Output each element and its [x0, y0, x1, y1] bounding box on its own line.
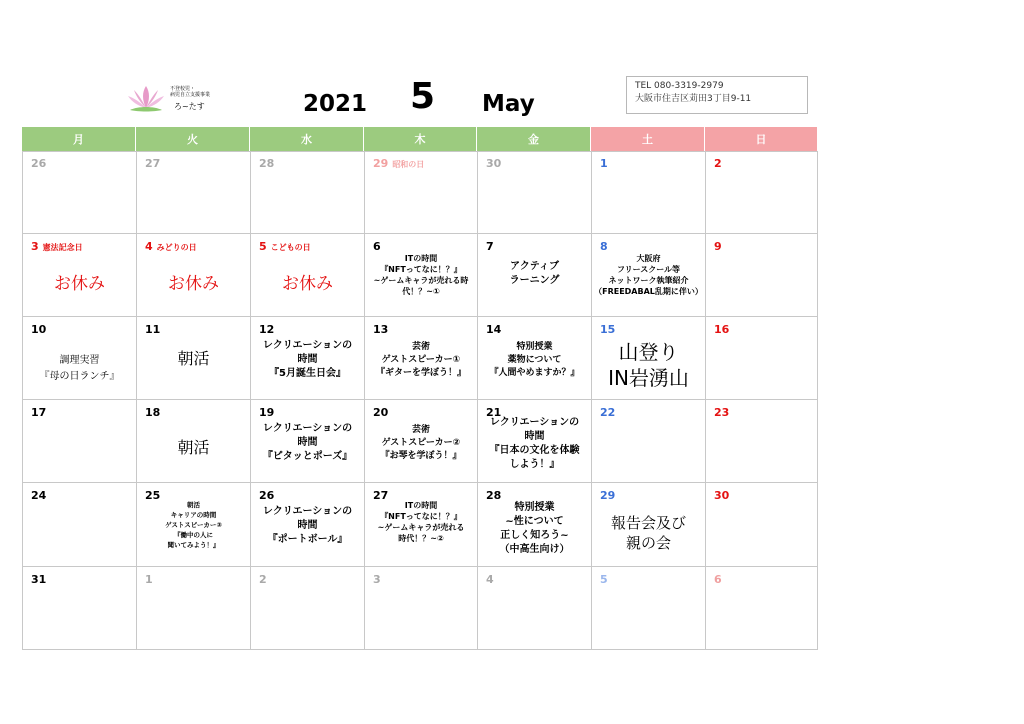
- weekday-header: 木: [364, 127, 477, 151]
- day-cell: [22, 567, 136, 650]
- day-number-text: 14: [486, 323, 502, 336]
- day-cell: [705, 151, 818, 234]
- day-number: [600, 323, 615, 336]
- event-line: ~ゲームキャラが売れる時: [373, 276, 469, 285]
- event-content: [478, 416, 591, 472]
- event-line: 大阪府: [636, 254, 661, 263]
- day-cell: [364, 483, 477, 567]
- grid-top-border: [22, 151, 818, 152]
- day-cell: [477, 151, 591, 234]
- day-number: [714, 573, 722, 586]
- day-number-text: 4: [486, 573, 494, 586]
- day-number: [600, 406, 615, 419]
- day-number: [600, 157, 608, 170]
- day-number: [145, 573, 153, 586]
- day-cell: [22, 151, 136, 234]
- event-line: 『人間やめますか？』: [489, 368, 580, 378]
- day-number: [714, 406, 729, 419]
- day-number-text: 15: [600, 323, 616, 336]
- event-content: [478, 501, 591, 557]
- event-line: レクリエーションの: [262, 506, 353, 517]
- day-number: [714, 240, 722, 253]
- day-number: [600, 240, 608, 253]
- weekday-header: 月: [22, 127, 136, 151]
- day-number-text: 2: [259, 573, 267, 586]
- day-cell: [705, 234, 818, 317]
- day-number-text: 28: [259, 157, 275, 170]
- day-cell: [250, 317, 364, 400]
- event-line: 『ピタッとポーズ』: [262, 451, 353, 462]
- event-content: [365, 341, 477, 380]
- day-cell: [136, 483, 250, 567]
- day-number: [486, 240, 494, 253]
- day-number-text: 28: [486, 489, 502, 502]
- event-line: ITの時間: [404, 501, 438, 510]
- event-line: 朝活: [177, 349, 210, 368]
- day-cell: [591, 483, 705, 567]
- event-line: 芸術: [411, 425, 430, 435]
- holiday-label: 昭和の日: [392, 160, 425, 169]
- event-content: [251, 339, 364, 381]
- day-number-text: 1: [600, 157, 608, 170]
- event-line: 『お琴を学ぼう！』: [380, 451, 462, 461]
- event-content: [365, 424, 477, 463]
- event-content: [23, 274, 136, 294]
- event-content: [251, 422, 364, 464]
- day-cell: [477, 317, 591, 400]
- event-content: [365, 253, 477, 297]
- day-cell: [250, 151, 364, 234]
- event-line: ~ゲームキャラが売れる: [377, 523, 465, 532]
- day-number-text: 30: [714, 489, 730, 502]
- event-line: 時代！？~②: [398, 534, 444, 543]
- event-content: [365, 500, 477, 544]
- event-line: レクリエーションの: [262, 423, 353, 434]
- event-content: [137, 500, 250, 550]
- logo: [122, 80, 217, 116]
- event-content: [137, 349, 250, 369]
- day-cell: [364, 400, 477, 483]
- day-cell: [591, 151, 705, 234]
- day-number: [373, 573, 381, 586]
- contact-tel: TEL 080-3319-2979: [635, 81, 724, 91]
- event-content: [592, 253, 705, 297]
- day-number: [486, 573, 494, 586]
- day-number-text: 26: [31, 157, 47, 170]
- event-content: [23, 353, 136, 385]
- day-cell: [591, 234, 705, 317]
- day-number-text: 1: [145, 573, 153, 586]
- weekday-header: 土: [591, 127, 705, 151]
- day-number-text: 21: [486, 406, 502, 419]
- day-cell: [477, 400, 591, 483]
- event-line: 『母の日ランチ』: [39, 371, 120, 382]
- day-number-text: 5: [259, 240, 267, 253]
- event-line: 『働中の人に: [174, 531, 213, 539]
- day-cell: [250, 483, 364, 567]
- day-number: [145, 240, 197, 253]
- day-cell: [477, 567, 591, 650]
- day-number: [145, 323, 160, 336]
- event-line: ITの時間: [404, 254, 438, 263]
- event-line: 時間: [524, 431, 545, 442]
- day-cell: [136, 400, 250, 483]
- day-cell: [136, 151, 250, 234]
- day-number: [145, 157, 160, 170]
- day-cell: [136, 317, 250, 400]
- holiday-label: みどりの日: [156, 243, 197, 252]
- logo-name: ろ~たす: [174, 102, 205, 111]
- contact-address: 大阪市住吉区苅田3丁目9-11: [635, 94, 752, 104]
- day-cell: [250, 234, 364, 317]
- day-cell: [705, 567, 818, 650]
- day-number: [373, 323, 388, 336]
- day-number-text: 27: [145, 157, 161, 170]
- day-number: [259, 573, 267, 586]
- day-number: [373, 240, 381, 253]
- day-cell: [364, 151, 477, 234]
- event-line: （FREEDABAL乱期に伴い）: [594, 287, 703, 296]
- day-number-text: 6: [373, 240, 381, 253]
- month-number: 5: [410, 76, 436, 117]
- day-cell: [22, 483, 136, 567]
- day-number: [31, 157, 46, 170]
- event-line: 『NFTってなに！？』: [380, 512, 462, 521]
- day-number: [259, 240, 311, 253]
- event-line: 朝活: [177, 438, 210, 457]
- day-number-text: 22: [600, 406, 616, 419]
- day-number: [714, 489, 729, 502]
- day-number: [31, 240, 83, 253]
- day-number-text: 5: [600, 573, 608, 586]
- year: 2021: [303, 91, 368, 117]
- event-line: お休み: [168, 274, 219, 294]
- day-number-text: 11: [145, 323, 161, 336]
- day-number-text: 25: [145, 489, 161, 502]
- day-cell: [705, 400, 818, 483]
- day-cell: [364, 567, 477, 650]
- event-line: ネットワーク執筆紹介: [608, 276, 689, 285]
- day-number-text: 13: [373, 323, 389, 336]
- event-line: アクティブ: [510, 261, 559, 272]
- event-content: [592, 513, 705, 553]
- day-number: [373, 406, 388, 419]
- day-number-text: 23: [714, 406, 730, 419]
- event-line: （中高生向け）: [499, 544, 570, 555]
- weekday-header: 水: [250, 127, 364, 151]
- event-line: 『NFTってなに！？』: [380, 265, 462, 274]
- day-number-text: 29: [600, 489, 616, 502]
- event-line: 報告会及び: [610, 514, 686, 532]
- day-number-text: 16: [714, 323, 730, 336]
- day-number-text: 12: [259, 323, 275, 336]
- logo-line1: 不登校児・: [170, 86, 196, 92]
- event-line: 薬物について: [507, 355, 562, 365]
- day-cell: [364, 234, 477, 317]
- day-number-text: 30: [486, 157, 502, 170]
- event-line: ラーニング: [509, 275, 560, 286]
- day-number: [714, 323, 729, 336]
- day-number: [714, 157, 722, 170]
- event-line: 調理実習: [59, 355, 100, 366]
- contact-box: [626, 76, 808, 114]
- day-cell: [591, 567, 705, 650]
- day-number-text: 3: [31, 240, 39, 253]
- lotus-icon: [124, 82, 168, 114]
- day-number: [373, 157, 424, 170]
- day-cell: [364, 317, 477, 400]
- weekday-header: 火: [136, 127, 250, 151]
- event-line: ~性について: [505, 516, 564, 527]
- day-cell: [22, 317, 136, 400]
- logo-line2: 病児自立支援事業: [170, 92, 211, 98]
- event-line: お休み: [54, 274, 105, 294]
- event-line: 時間: [297, 437, 318, 448]
- day-number-text: 19: [259, 406, 275, 419]
- day-cell: [22, 234, 136, 317]
- day-cell: [477, 483, 591, 567]
- day-cell: [477, 234, 591, 317]
- event-content: [478, 260, 591, 288]
- day-number: [145, 406, 160, 419]
- event-line: IN岩湧山: [608, 366, 689, 390]
- event-line: 『ポートボール』: [267, 534, 348, 545]
- day-cell: [250, 567, 364, 650]
- holiday-label: 憲法記念日: [42, 243, 83, 252]
- event-content: [251, 505, 364, 547]
- day-number: [259, 489, 274, 502]
- day-number: [31, 489, 46, 502]
- day-cell: [705, 483, 818, 567]
- day-number-text: 10: [31, 323, 47, 336]
- event-line: ゲストスピーカー③: [165, 521, 222, 529]
- day-cell: [705, 317, 818, 400]
- day-number: [31, 323, 46, 336]
- event-line: お休み: [282, 274, 333, 294]
- day-cell: [136, 234, 250, 317]
- day-number-text: 17: [31, 406, 47, 419]
- day-number-text: 8: [600, 240, 608, 253]
- day-cell: [591, 400, 705, 483]
- event-content: [137, 438, 250, 458]
- event-line: 親の会: [625, 534, 671, 552]
- day-number-text: 7: [486, 240, 494, 253]
- day-number: [600, 573, 608, 586]
- event-line: キャリアの時間: [170, 511, 217, 519]
- event-line: 正しく知ろう~: [500, 530, 569, 541]
- calendar-grid: [22, 127, 818, 650]
- event-line: 『5月誕生日会』: [269, 368, 346, 379]
- day-number-text: 26: [259, 489, 275, 502]
- day-number-text: 4: [145, 240, 153, 253]
- day-number-text: 27: [373, 489, 389, 502]
- day-number: [259, 157, 274, 170]
- event-content: [478, 341, 591, 380]
- event-line: 芸術: [411, 342, 430, 352]
- day-cell: [136, 567, 250, 650]
- event-line: レクリエーションの: [262, 340, 353, 351]
- event-content: [137, 274, 250, 294]
- weekday-header: 日: [705, 127, 818, 151]
- day-number: [31, 406, 46, 419]
- event-line: 特別授業: [516, 342, 553, 352]
- event-line: フリースクール等: [616, 265, 681, 274]
- event-line: 時間: [297, 520, 318, 531]
- day-number: [486, 157, 501, 170]
- event-line: 『ギターを学ぼう！』: [376, 368, 466, 378]
- month-name: May: [482, 91, 535, 117]
- day-number-text: 3: [373, 573, 381, 586]
- day-number-text: 24: [31, 489, 47, 502]
- day-number: [31, 573, 46, 586]
- day-number-text: 6: [714, 573, 722, 586]
- day-cell: [250, 400, 364, 483]
- event-content: [592, 339, 705, 391]
- event-line: しよう！』: [509, 459, 560, 470]
- holiday-label: こどもの日: [270, 243, 311, 252]
- day-number-text: 29: [373, 157, 389, 170]
- day-number-text: 18: [145, 406, 161, 419]
- event-line: 山登り: [618, 340, 679, 364]
- event-content: [251, 274, 364, 294]
- event-line: 時間: [297, 354, 318, 365]
- event-line: 聞いてみよう！』: [167, 541, 220, 549]
- day-number-text: 20: [373, 406, 389, 419]
- event-line: レクリエーションの: [489, 417, 580, 428]
- day-number: [486, 323, 501, 336]
- day-number: [600, 489, 615, 502]
- day-cell: [591, 317, 705, 400]
- weekday-header: 金: [477, 127, 591, 151]
- day-number-text: 31: [31, 573, 47, 586]
- day-number-text: 2: [714, 157, 722, 170]
- event-line: 『日本の文化を体験: [489, 445, 580, 456]
- event-line: 代！？~①: [402, 287, 440, 296]
- event-line: ゲストスピーカー①: [381, 355, 461, 365]
- event-line: 朝活: [187, 501, 200, 509]
- event-line: ゲストスピーカー②: [381, 438, 461, 448]
- day-number: [259, 406, 274, 419]
- day-number: [259, 323, 274, 336]
- event-line: 特別授業: [514, 502, 555, 513]
- day-cell: [22, 400, 136, 483]
- day-number-text: 9: [714, 240, 722, 253]
